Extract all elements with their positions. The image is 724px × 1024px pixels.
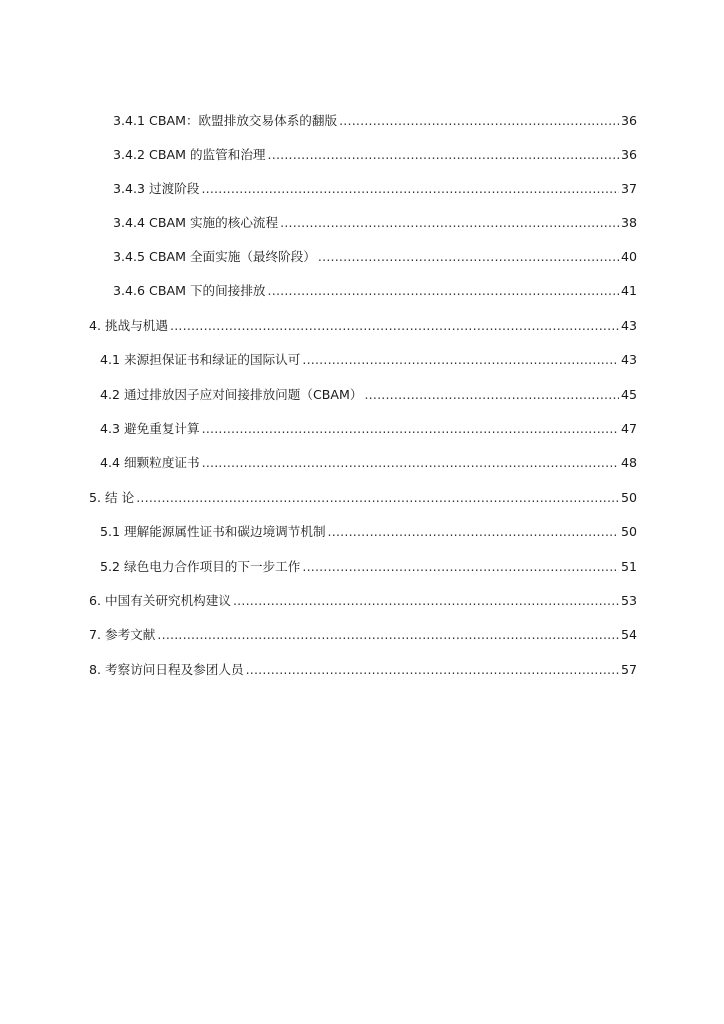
toc-entry-title: 4.4 细颗粒度证书 (100, 455, 200, 470)
toc-entry[interactable] (100, 523, 637, 541)
toc-entry-title: 3.4.4 CBAM 实施的核心流程 (113, 215, 279, 230)
toc-dot-leader (201, 180, 619, 198)
toc-entry[interactable] (89, 317, 637, 335)
toc-entry[interactable] (89, 592, 637, 610)
toc-dot-leader (302, 351, 619, 369)
toc-page-number: 48 (620, 455, 637, 470)
toc-dot-leader (233, 592, 619, 610)
toc-dot-leader (246, 661, 619, 679)
toc-page-number: 38 (620, 215, 637, 230)
toc-dot-leader (136, 489, 619, 507)
toc-page-number: 50 (620, 490, 637, 505)
toc-entry-title: 3.4.5 CBAM 全面实施（最终阶段） (113, 249, 316, 264)
toc-entry[interactable] (100, 351, 637, 369)
toc-entry-title: 4. 挑战与机遇 (89, 318, 168, 333)
toc-dot-leader (268, 282, 619, 300)
toc-entry[interactable] (100, 386, 637, 404)
toc-entry[interactable] (113, 180, 637, 198)
toc-entry[interactable] (113, 146, 637, 164)
toc-entry[interactable] (100, 558, 637, 576)
toc-entry[interactable] (113, 112, 637, 130)
toc-dot-leader (170, 317, 619, 335)
toc-page-number: 41 (620, 283, 637, 298)
toc-entry-title: 3.4.6 CBAM 下的间接排放 (113, 283, 266, 298)
toc-page-number: 57 (620, 662, 637, 677)
toc-page-number: 36 (620, 113, 637, 128)
toc-entry-title: 4.1 来源担保证书和绿证的国际认可 (100, 352, 301, 367)
toc-page-number: 50 (620, 524, 637, 539)
toc-entry[interactable] (89, 661, 637, 679)
toc-page-number: 47 (620, 421, 637, 436)
toc-dot-leader (328, 523, 619, 541)
toc-page-number: 53 (620, 593, 637, 608)
toc-dot-leader (280, 214, 619, 232)
toc-dot-leader (364, 386, 619, 404)
toc-entry-title: 3.4.2 CBAM 的监管和治理 (113, 147, 266, 162)
toc-dot-leader (268, 146, 619, 164)
toc-entry-title: 8. 考察访问日程及参团人员 (89, 662, 244, 677)
toc-dot-leader (318, 248, 619, 266)
toc-entry-title: 6. 中国有关研究机构建议 (89, 593, 231, 608)
toc-page-number: 45 (620, 387, 637, 402)
toc-entry-title: 5.1 理解能源属性证书和碳边境调节机制 (100, 524, 326, 539)
toc-entry[interactable] (113, 214, 637, 232)
toc-entry[interactable] (89, 489, 637, 507)
toc-page-number: 54 (620, 627, 637, 642)
toc-entry-title: 5.2 绿色电力合作项目的下一步工作 (100, 559, 301, 574)
toc-entry[interactable] (113, 248, 637, 266)
toc-entry-title: 4.2 通过排放因子应对间接排放问题（CBAM） (100, 387, 363, 402)
toc-entry[interactable] (113, 282, 637, 300)
toc-page-number: 43 (620, 318, 637, 333)
toc-entry[interactable] (100, 420, 637, 438)
toc-dot-leader (339, 112, 619, 130)
toc-entry-title: 5. 结 论 (89, 490, 135, 505)
toc-page-number: 51 (620, 559, 637, 574)
toc-dot-leader (302, 558, 619, 576)
toc-page-number: 43 (620, 352, 637, 367)
toc-entry[interactable] (100, 454, 637, 472)
toc-entry-title: 4.3 避免重复计算 (100, 421, 200, 436)
toc-page-number: 36 (620, 147, 637, 162)
toc-dot-leader (202, 454, 619, 472)
toc-dot-leader (202, 420, 619, 438)
toc-dot-leader (157, 626, 619, 644)
toc-page-number: 40 (620, 249, 637, 264)
toc-entry[interactable] (89, 626, 637, 644)
toc-entry-title: 3.4.1 CBAM：欧盟排放交易体系的翻版 (113, 113, 338, 128)
toc-entry-title: 3.4.3 过渡阶段 (113, 181, 200, 196)
toc-page-number: 37 (620, 181, 637, 196)
toc-entry-title: 7. 参考文献 (89, 627, 156, 642)
